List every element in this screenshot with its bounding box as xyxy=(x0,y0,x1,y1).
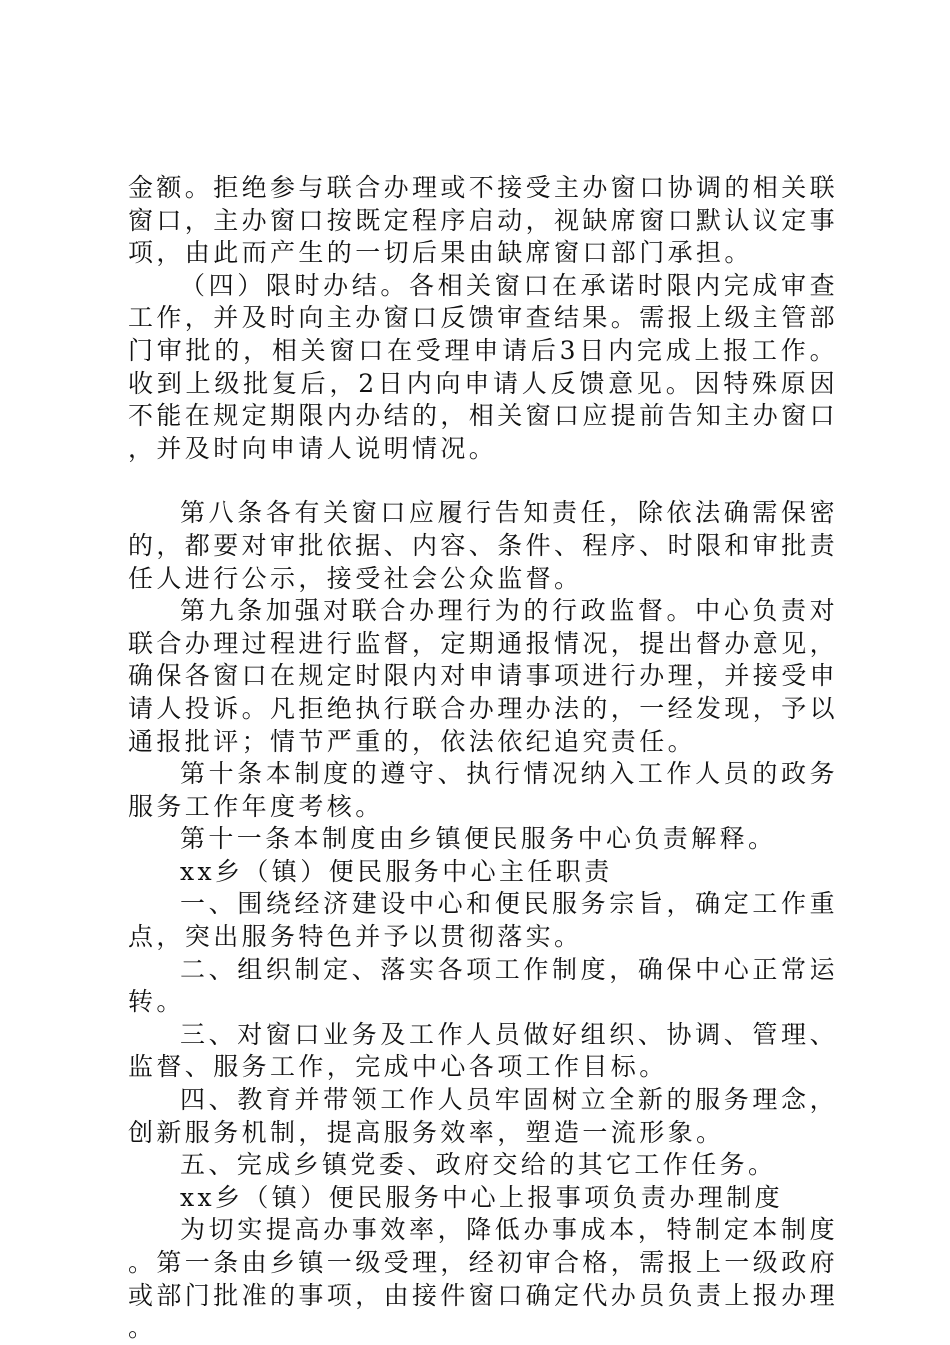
paragraph-article-10: 第十条本制度的遵守、执行情况纳入工作人员的政务服务工作年度考核。 xyxy=(128,759,838,821)
section-title-director-duties: xx乡（镇）便民服务中心主任职责 xyxy=(180,856,613,886)
paragraph-article-9: 第九条加强对联合办理行为的行政监督。中心负责对联合办理过程进行监督，定期通报情况，提出督办意见，确保各窗口在规定时限内对申请事项进行办理，并接受申请人投诉。凡拒绝执行联合办理办法的，一经发现，予以通报批评；情节严重的，依法依纪追究责任。 xyxy=(128,596,839,756)
duty-item-2: 二、组织制定、落实各项工作制度，确保中心正常运转。 xyxy=(128,954,838,1017)
paragraph-article-8: 第八条各有关窗口应履行告知责任，除依法确需保密的，都要对审批依据、内容、条件、程序、时限和审批责任人进行公示，接受社会公众监督。 xyxy=(128,498,839,593)
paragraph-continuation: 金额。拒绝参与联合办理或不接受主办窗口协调的相关联窗口，主办窗口按既定程序启动，视缺席窗口默认议定事项，由此而产生的一切后果由缺席窗口部门承担。 xyxy=(128,173,839,268)
section-title-reporting-system: xx乡（镇）便民服务中心上报事项负责办理制度 xyxy=(180,1182,783,1212)
paragraph-article-11: 第十一条本制度由乡镇便民服务中心负责解释。 xyxy=(180,824,777,854)
document-body xyxy=(128,172,838,1345)
duty-item-5: 五、完成乡镇党委、政府交给的其它工作任务。 xyxy=(180,1150,777,1180)
paragraph-reporting-intro: 为切实提高办事效率，降低办事成本，特制定本制度。第一条由乡镇一级受理，经初审合格，需报上一级政府或部门批准的事项，由接件窗口确定代办员负责上报办理。 xyxy=(128,1215,839,1343)
paragraph-time-limit: （四）限时办结。各相关窗口在承诺时限内完成审查工作，并及时向主办窗口反馈审查结果。需报上级主管部门审批的，相关窗口在受理申请后3日内完成上报工作。收到上级批复后，2日内向申请人反馈意见。因特殊原因不能在规定期限内办结的，相关窗口应提前告知主办窗口，并及时向申请人说明情况。 xyxy=(128,270,839,463)
duty-item-1: 一、围绕经济建设中心和便民服务宗旨，确定工作重点，突出服务特色并予以贯彻落实。 xyxy=(128,889,838,952)
duty-item-4: 四、教育并带领工作人员牢固树立全新的服务理念，创新服务机制，提高服务效率，塑造一流形象。 xyxy=(128,1085,838,1147)
duty-item-3: 三、对窗口业务及工作人员做好组织、协调、管理、监督、服务工作，完成中心各项工作目标。 xyxy=(128,1019,838,1082)
